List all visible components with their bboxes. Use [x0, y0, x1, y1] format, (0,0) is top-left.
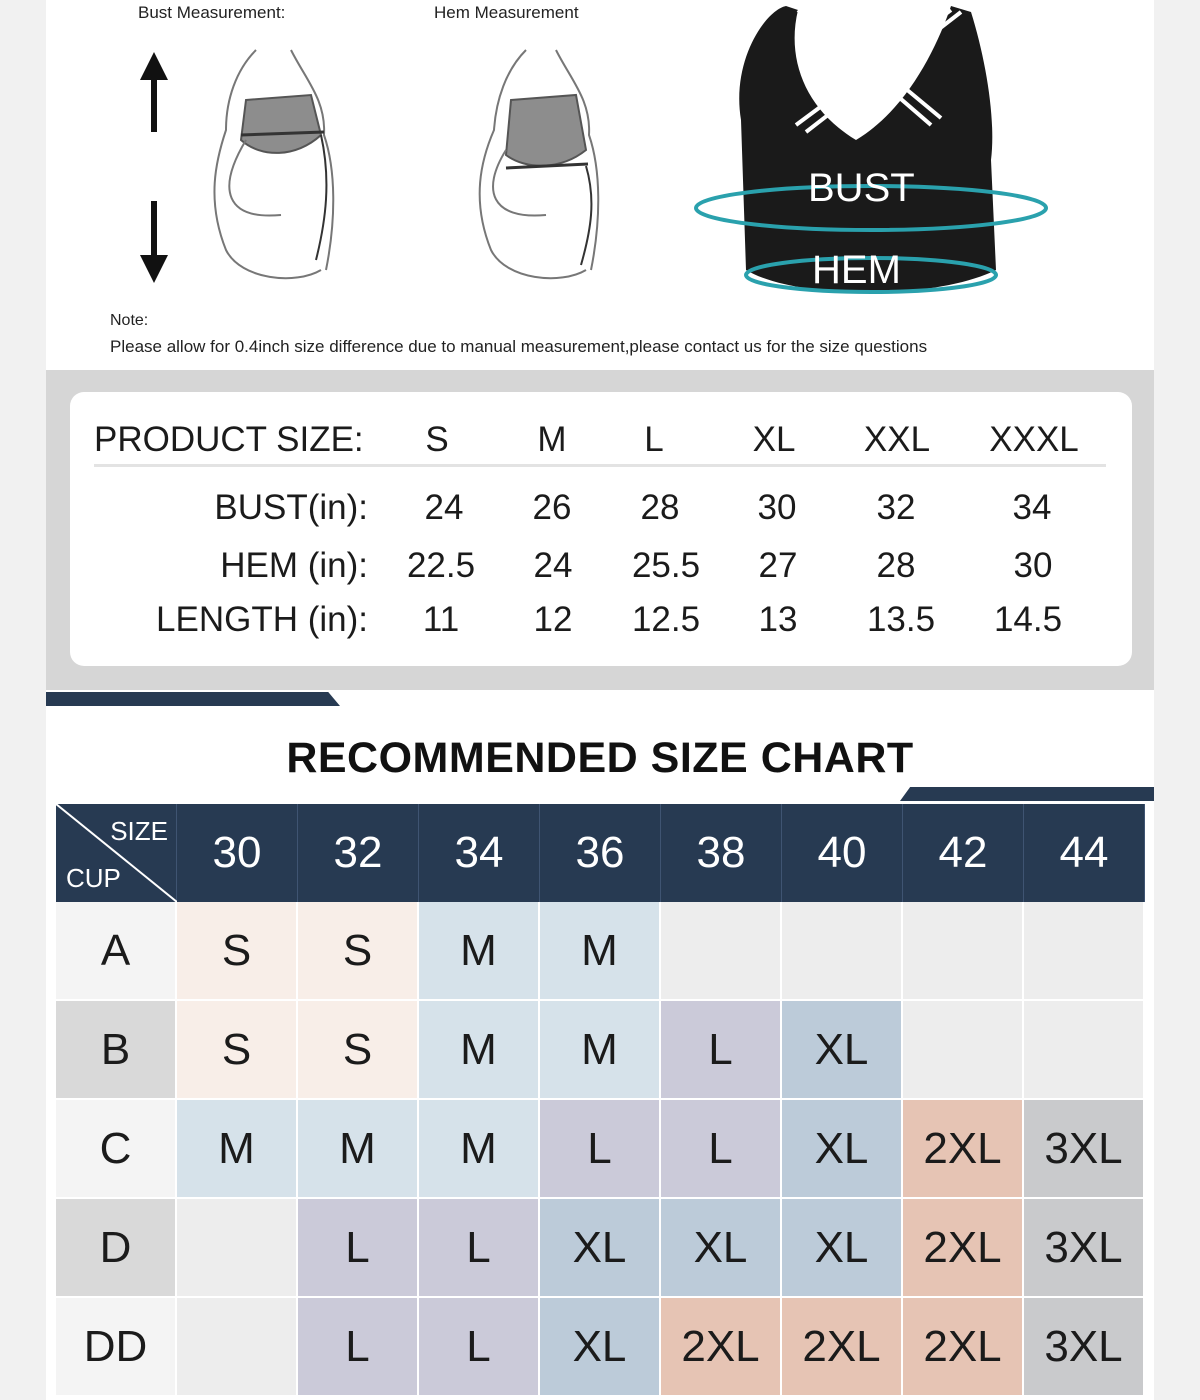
size-cell: L	[540, 1100, 661, 1199]
ribbon-right	[900, 787, 1154, 801]
size-cell: S	[298, 902, 419, 1001]
bust-measurement-figure	[186, 40, 366, 290]
band-size-header: 34	[419, 804, 540, 902]
ribbon-left	[46, 692, 340, 706]
size-cell: 2XL	[903, 1199, 1024, 1298]
size-cell	[661, 902, 782, 1001]
table-cell: 28	[876, 546, 916, 585]
size-cell: 3XL	[1024, 1100, 1145, 1199]
row-label: BUST(in):	[214, 488, 368, 527]
table-cell: 30	[757, 488, 797, 527]
size-cell: 2XL	[661, 1298, 782, 1397]
note-title: Note:	[110, 312, 149, 329]
measurement-guide	[46, 0, 1154, 370]
table-cell: 13.5	[866, 600, 936, 639]
size-cell: M	[298, 1100, 419, 1199]
size-cell: 2XL	[903, 1298, 1024, 1397]
table-cell: 13	[758, 600, 798, 639]
size-cell: M	[419, 1001, 540, 1100]
table-cell: 28	[640, 488, 680, 527]
hem-row	[70, 546, 1132, 598]
size-cell: XL	[540, 1298, 661, 1397]
size-header: M	[537, 420, 567, 459]
product-size-table	[70, 392, 1132, 666]
recommended-size-grid	[56, 804, 1146, 1400]
table-cell: 12.5	[631, 600, 701, 639]
table-cell: 24	[424, 488, 464, 527]
size-header: XXL	[863, 420, 931, 459]
size-cell	[177, 1199, 298, 1298]
size-cup-corner	[56, 804, 177, 902]
table-cell: 14.5	[993, 600, 1063, 639]
band-size-header: 30	[177, 804, 298, 902]
size-cell: L	[419, 1199, 540, 1298]
size-cell: 3XL	[1024, 1199, 1145, 1298]
table-cell: 32	[876, 488, 916, 527]
size-cell: L	[298, 1298, 419, 1397]
table-cell: 27	[758, 546, 798, 585]
size-cell: L	[661, 1001, 782, 1100]
row-label: HEM (in):	[220, 546, 368, 585]
recommended-title: RECOMMENDED SIZE CHART	[286, 734, 914, 782]
size-cell: 2XL	[903, 1100, 1024, 1199]
size-cell: 3XL	[1024, 1298, 1145, 1397]
size-header: XXXL	[989, 420, 1079, 459]
size-cell	[177, 1298, 298, 1397]
band-size-header: 32	[298, 804, 419, 902]
left-margin	[0, 0, 46, 1400]
bust-measurement-caption: Bust Measurement:	[138, 3, 286, 22]
hem-tag: HEM	[812, 248, 901, 292]
table-cell: 11	[422, 600, 460, 639]
size-cell: S	[177, 1001, 298, 1100]
up-arrow-icon	[134, 50, 174, 140]
header-divider	[94, 464, 1106, 467]
band-size-header: 40	[782, 804, 903, 902]
cup-row-label: D	[56, 1199, 177, 1298]
note-text: Please allow for 0.4inch size difference due to manual measurement,please contact us for the size questions	[110, 337, 928, 356]
size-cell	[903, 1001, 1024, 1100]
table-cell: 12	[533, 600, 573, 639]
right-margin	[1154, 0, 1200, 1400]
size-cell: XL	[782, 1100, 903, 1199]
size-header: XL	[752, 420, 796, 459]
product-size-label: PRODUCT SIZE:	[94, 420, 364, 459]
bust-tag: BUST	[808, 166, 915, 210]
table-cell: 30	[1013, 546, 1053, 585]
size-cell: L	[661, 1100, 782, 1199]
corner-cup-label: CUP	[66, 863, 121, 893]
size-cell: M	[540, 902, 661, 1001]
table-cell: 25.5	[631, 546, 701, 585]
size-cell: M	[419, 902, 540, 1001]
size-cell: M	[540, 1001, 661, 1100]
size-header: S	[425, 420, 449, 459]
size-cell: S	[298, 1001, 419, 1100]
size-cell	[903, 902, 1024, 1001]
cup-row-label: C	[56, 1100, 177, 1199]
band-size-header: 42	[903, 804, 1024, 902]
product-size-band	[46, 370, 1154, 690]
size-cell: M	[177, 1100, 298, 1199]
row-label: LENGTH (in):	[156, 600, 368, 639]
size-cell: XL	[540, 1199, 661, 1298]
band-size-header: 38	[661, 804, 782, 902]
size-cell: S	[177, 902, 298, 1001]
cup-row-label: B	[56, 1001, 177, 1100]
corner-size-label: SIZE	[110, 816, 168, 846]
size-cell	[1024, 1001, 1145, 1100]
size-cell: 2XL	[782, 1298, 903, 1397]
cup-row-label: A	[56, 902, 177, 1001]
down-arrow-icon	[134, 195, 174, 285]
size-cell	[1024, 902, 1145, 1001]
cup-row-label: DD	[56, 1298, 177, 1397]
hem-measurement-caption: Hem Measurement	[434, 3, 579, 22]
size-cell: XL	[782, 1001, 903, 1100]
size-cell: L	[419, 1298, 540, 1397]
table-cell: 24	[533, 546, 573, 585]
length-row	[70, 600, 1132, 652]
size-header: L	[644, 420, 664, 459]
size-cell: M	[419, 1100, 540, 1199]
table-cell: 26	[532, 488, 572, 527]
size-cell: L	[298, 1199, 419, 1298]
bust-row	[70, 488, 1132, 540]
band-size-header: 44	[1024, 804, 1145, 902]
hem-measurement-figure	[446, 40, 626, 290]
size-cell	[782, 902, 903, 1001]
band-size-header: 36	[540, 804, 661, 902]
size-cell: XL	[782, 1199, 903, 1298]
table-cell: 34	[1012, 488, 1052, 527]
table-cell: 22.5	[406, 546, 476, 585]
size-cell: XL	[661, 1199, 782, 1298]
